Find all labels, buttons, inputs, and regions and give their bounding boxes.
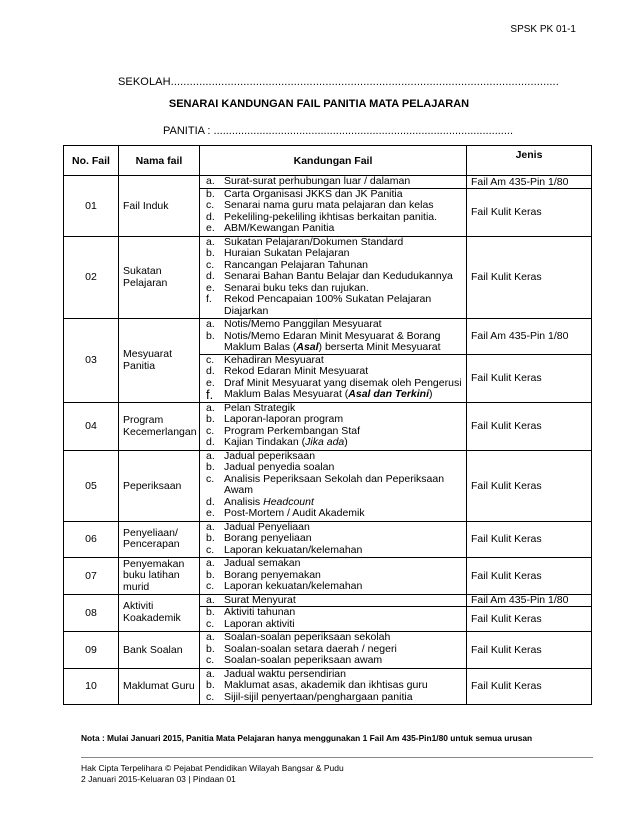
file-name: Bank Soalan [119, 632, 200, 669]
content-item-text: ABM/Kewangan Panitia [224, 222, 335, 234]
file-type-value: Fail Kulit Keras [471, 420, 542, 432]
content-item [200, 581, 466, 593]
file-name: Penyeliaan/ Pencerapan [119, 521, 200, 558]
footer-issue: 2 Januari 2015-Keluaran 03 | Pindaan 01 [81, 774, 236, 784]
content-item-letter: c. [206, 617, 215, 630]
content-item-letter: b. [206, 642, 215, 655]
content-item-letter: a. [206, 667, 215, 680]
content-item-letter: b. [206, 679, 215, 691]
content-item-text: Maklum Balas Mesyuarat (Asal dan Terkini) [224, 388, 433, 400]
footer-divider [81, 757, 593, 758]
content-item-text: Notis/Memo Panggilan Mesyuarat [224, 318, 382, 330]
content-item-text: Kehadiran Mesyuarat [224, 353, 324, 366]
school-field: SEKOLAH........................................................................................................................... [118, 76, 559, 88]
content-item-letter: d. [206, 210, 215, 223]
content-item-text: Rekod Edaran Minit Mesyuarat [224, 365, 369, 377]
file-name: Aktiviti Koakademik [119, 594, 200, 632]
content-item-text: Kajian Tindakan (Jika ada) [224, 436, 348, 448]
file-contents [200, 450, 467, 521]
file-type-value: Fail Kulit Keras [471, 206, 542, 218]
content-item-letter: d. [206, 495, 215, 508]
content-item-text: Senarai nama guru mata pelajaran dan kelas [224, 199, 434, 211]
content-item [200, 692, 466, 704]
content-item-letter: a. [206, 318, 215, 330]
content-item-letter: d. [206, 436, 215, 448]
content-item-letter: a. [206, 557, 215, 569]
content-item-letter: e. [206, 222, 215, 234]
content-item-text: Sukatan Pelajaran/Dokumen Standard [224, 235, 404, 248]
content-item-text: Analisis Headcount [224, 495, 314, 508]
file-number: 06 [64, 521, 119, 558]
content-item-letter: b. [206, 568, 215, 581]
note: Nota : Mulai Januari 2015, Panitia Mata Pelajaran hanya menggunakan 1 Fail Am 435-Pin1/80 untuk semua urusan [81, 733, 533, 743]
file-type-value: Fail Am 435-Pin 1/80 [467, 319, 591, 355]
table-row [64, 319, 592, 403]
header-no: No. Fail [64, 146, 119, 176]
content-item-letter: f. [206, 387, 214, 402]
content-item-text: Surat Menyurat [224, 593, 296, 606]
content-item-text: Jadual Penyeliaan [224, 520, 310, 533]
file-name: Sukatan Pelajaran [119, 236, 200, 319]
content-item-letter: c. [206, 472, 215, 485]
content-item-text: Aktiviti tahunan [224, 606, 296, 618]
file-type-value: Fail Kulit Keras [471, 372, 542, 384]
file-contents [200, 594, 467, 632]
content-item-text: Jadual waktu persendirian [224, 667, 346, 680]
table-row [64, 450, 592, 521]
content-item-letter: a. [206, 631, 215, 643]
file-type [467, 236, 592, 319]
table-row [64, 594, 592, 632]
file-number: 07 [64, 558, 119, 595]
content-item-text: Borang penyeliaan [224, 532, 312, 544]
file-number: 02 [64, 236, 119, 319]
table-row [64, 632, 592, 669]
content-item-letter: b. [206, 461, 215, 473]
content-item-text: Maklumat asas, akademik dan ikhtisas guru [224, 679, 428, 691]
content-item-letter: c. [206, 654, 215, 666]
table-row [64, 558, 592, 595]
content-item-letter: c. [206, 580, 215, 592]
content-item-letter: c. [206, 353, 215, 366]
file-contents [200, 319, 467, 403]
content-item-text: Soalan-soalan peperiksaan sekolah [224, 631, 391, 643]
content-item-letter: b. [206, 532, 215, 544]
content-item-letter: c. [206, 690, 215, 703]
file-number: 04 [64, 402, 119, 450]
file-type [467, 558, 592, 595]
file-type [467, 319, 592, 403]
content-item [200, 619, 466, 631]
content-item-text: Draf Minit Mesyuarat yang disemak oleh Pengerusi [224, 376, 462, 389]
content-item-text: Borang penyemakan [224, 568, 321, 581]
content-item-text: Laporan kekuatan/kelemahan [224, 543, 363, 556]
file-contents [200, 632, 467, 669]
content-item [200, 437, 466, 449]
content-item [200, 545, 466, 557]
content-item-text: Huraian Sukatan Pelajaran [224, 247, 350, 259]
file-name: Fail Induk [119, 176, 200, 237]
content-item-letter: c. [206, 199, 215, 211]
content-item-text: Senarai buku teks dan rujukan. [224, 281, 369, 294]
table-row [64, 521, 592, 558]
page-title: SENARAI KANDUNGAN FAIL PANITIA MATA PELAJARAN [168, 98, 470, 110]
table-row [64, 402, 592, 450]
content-item [200, 223, 466, 235]
content-item-text: Senarai Bahan Bantu Belajar dan Kedudukannya [224, 270, 453, 282]
file-type [467, 521, 592, 558]
content-item [200, 655, 466, 667]
file-number: 05 [64, 450, 119, 521]
table-row [64, 668, 592, 705]
file-number: 01 [64, 176, 119, 237]
file-type-value: Fail Kulit Keras [471, 680, 542, 693]
file-type-value: Fail Kulit Keras [471, 613, 542, 625]
content-item-letter: b. [206, 247, 215, 259]
table-row [64, 176, 592, 237]
content-item-text: Laporan aktiviti [224, 617, 295, 630]
content-item [200, 294, 466, 317]
content-item-letter: c. [206, 543, 215, 556]
content-item-letter: e. [206, 507, 215, 519]
content-item-text: Program Perkembangan Staf [224, 424, 360, 437]
file-type-value: Fail Kulit Keras [471, 479, 542, 492]
file-name: Program Kecemerlangan [119, 402, 200, 450]
content-item-text: Post-Mortem / Audit Akademik [224, 507, 365, 519]
file-contents-table [63, 145, 592, 705]
content-item-letter: a. [206, 593, 215, 606]
content-item-letter: d. [206, 270, 215, 282]
content-item-letter: b. [206, 329, 215, 342]
file-type-value: Fail Kulit Keras [471, 533, 542, 546]
content-item-letter: b. [206, 413, 215, 425]
content-item-text: Carta Organisasi JKKS dan JK Panitia [224, 187, 403, 200]
content-item-text: Jadual peperiksaan [224, 449, 316, 462]
file-name: Mesyuarat Panitia [119, 319, 200, 403]
content-item-text: Notis/Memo Edaran Minit Mesyuarat & Borang Maklum Balas (Asal) berserta Minit Mesyuarat [224, 329, 441, 353]
file-contents [200, 668, 467, 705]
panitia-field: PANITIA : .................................................................................................. [163, 125, 514, 137]
content-item-text: Pelan Strategik [224, 401, 296, 414]
file-contents [200, 236, 467, 319]
file-number: 10 [64, 668, 119, 705]
file-type-value: Fail Am 435-Pin 1/80 [467, 176, 591, 189]
content-item-letter: d. [206, 365, 215, 377]
content-item-letter: a. [206, 520, 215, 533]
file-type [467, 668, 592, 705]
content-item-text: Sijil-sijil penyertaan/penghargaan panitia [224, 690, 413, 703]
file-contents [200, 558, 467, 595]
content-item [200, 474, 466, 497]
content-item-letter: b. [206, 606, 215, 618]
file-name: Maklumat Guru [119, 668, 200, 705]
content-item-text: Rekod Pencapaian 100% Sukatan Pelajaran Diajarkan [224, 293, 432, 317]
content-item-text: Laporan-laporan program [224, 413, 344, 425]
header-kandungan: Kandungan Fail [200, 146, 467, 176]
content-item-letter: b. [206, 187, 215, 200]
content-item-letter: e. [206, 376, 215, 389]
file-name: Peperiksaan [119, 450, 200, 521]
file-type-value: Fail Kulit Keras [471, 271, 542, 284]
file-number: 09 [64, 632, 119, 669]
content-item-text: Analisis Peperiksaan Sekolah dan Peperiksaan Awam [224, 472, 445, 496]
content-item [200, 389, 466, 401]
table-row [64, 236, 592, 319]
table-header-row [64, 146, 592, 176]
header-jenis: Jenis [467, 146, 592, 176]
file-type-value: Fail Kulit Keras [471, 569, 542, 582]
file-contents [200, 176, 467, 237]
content-item-letter: e. [206, 281, 215, 294]
content-item-letter: a. [206, 235, 215, 248]
file-type [467, 176, 592, 237]
file-type [467, 594, 592, 632]
content-item-letter: a. [206, 449, 215, 462]
file-type-value: Fail Am 435-Pin 1/80 [467, 595, 591, 608]
file-name: Penyemakan buku latihan murid [119, 558, 200, 595]
file-contents [200, 521, 467, 558]
footer-copyright: Hak Cipta Terpelihara © Pejabat Pendidikan Wilayah Bangsar & Pudu [81, 763, 344, 773]
content-item-text: Pekeliling-pekeliling ikhtisas berkaitan panitia. [224, 210, 438, 223]
content-item-text: Jadual semakan [224, 557, 301, 569]
document-code: SPSK PK 01-1 [510, 24, 576, 35]
content-item-text: Soalan-soalan setara daerah / negeri [224, 642, 397, 655]
file-number: 08 [64, 594, 119, 632]
file-type [467, 450, 592, 521]
content-item [200, 508, 466, 520]
header-nama: Nama fail [119, 146, 200, 176]
content-item-text: Jadual penyedia soalan [224, 461, 335, 473]
file-number: 03 [64, 319, 119, 403]
content-item-letter: a. [206, 175, 215, 187]
content-item-text: Laporan kekuatan/kelemahan [224, 580, 363, 592]
content-item-text: Surat-surat perhubungan luar / dalaman [224, 175, 411, 187]
content-item-letter: c. [206, 258, 215, 271]
file-type [467, 402, 592, 450]
content-item-text: Soalan-soalan peperiksaan awam [224, 654, 383, 666]
content-item-letter: a. [206, 401, 215, 414]
file-type-value: Fail Kulit Keras [471, 643, 542, 656]
content-item-letter: c. [206, 424, 215, 437]
file-type [467, 632, 592, 669]
content-item [200, 331, 466, 355]
content-item-letter: f. [206, 293, 212, 305]
content-item-text: Rancangan Pelajaran Tahunan [224, 258, 369, 271]
file-contents [200, 402, 467, 450]
